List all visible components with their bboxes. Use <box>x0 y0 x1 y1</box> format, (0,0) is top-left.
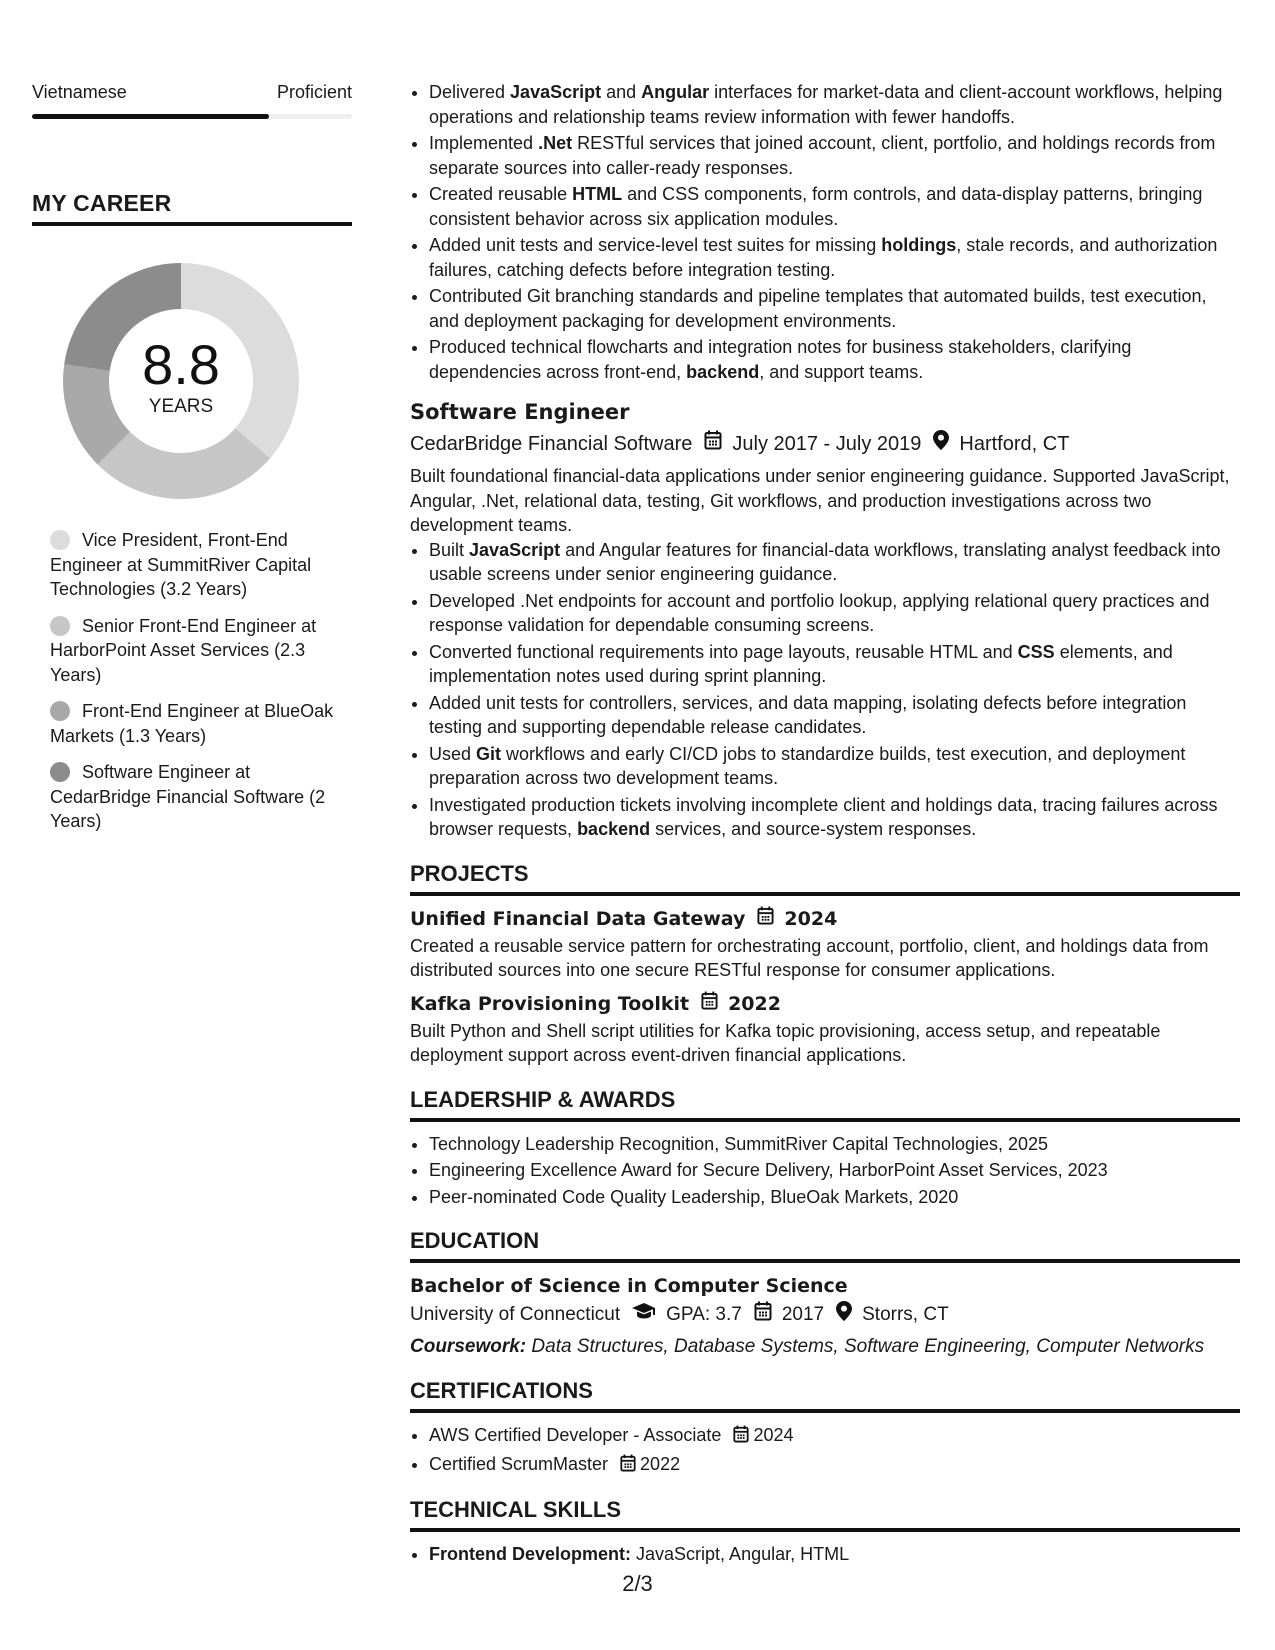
previous-job-bullet-item: • Implemented .Net RESTful services that joined account, client, portfolio, and holdings records from separate sources into caller-ready responses. <box>429 131 1240 180</box>
project-title <box>410 906 1240 932</box>
education-year: 2017 <box>781 1304 825 1325</box>
skill-label: Frontend Development: <box>429 1544 632 1564</box>
certification-name: AWS Certified Developer - Associate <box>429 1425 722 1445</box>
language-level-bar <box>32 114 352 119</box>
legend-item <box>50 614 352 688</box>
job-dates: July 2017 - July 2019 <box>732 433 922 455</box>
language-level-fill <box>32 114 269 119</box>
main-content <box>410 80 1240 1569</box>
education-gpa: GPA: 3.7 <box>666 1304 742 1325</box>
projects-section-title: PROJECTS <box>410 860 529 886</box>
education-coursework <box>410 1335 1240 1359</box>
skills-section-rule <box>410 1528 1240 1532</box>
certification-year: 2022 <box>640 1453 681 1474</box>
job-bullet-item: • Built JavaScript and Angular features for financial-data workflows, translating analyst feedback into usable screens under senior engineering guidance. <box>429 538 1240 587</box>
leadership-list <box>410 1132 1240 1210</box>
career-legend <box>32 528 352 834</box>
legend-label: Senior Front-End Engineer at HarborPoint Asset Services (2.3 Years) <box>50 615 317 685</box>
job-bullet-item: • Added unit tests for controllers, services, and data mapping, isolating defects before integration testing and supporting dependable release candidates. <box>429 691 1240 740</box>
job-bullets <box>410 538 1240 842</box>
project-name: Unified Financial Data Gateway <box>410 907 746 930</box>
legend-item <box>50 760 352 834</box>
sidebar <box>32 80 352 846</box>
legend-dot <box>50 762 70 782</box>
legend-dot <box>50 701 70 721</box>
job-meta <box>410 430 1240 458</box>
award-item: • Engineering Excellence Award for Secure Delivery, HarborPoint Asset Services, 2023 <box>429 1158 1240 1183</box>
legend-label: Front-End Engineer at BlueOak Markets (1.3 Years) <box>50 701 334 746</box>
coursework-list: Data Structures, Database Systems, Software Engineering, Computer Networks <box>531 1336 1205 1357</box>
previous-job-bullet-item: • Delivered JavaScript and Angular interfaces for market-data and client-account workflows, helping operations and relationship teams review information with fewer handoffs. <box>429 80 1240 129</box>
certification-item <box>429 1452 1240 1479</box>
legend-item <box>50 699 352 748</box>
leadership-section-title: LEADERSHIP & AWARDS <box>410 1086 676 1112</box>
career-section-rule <box>32 222 352 226</box>
map-pin-icon <box>933 430 949 458</box>
legend-dot <box>50 616 70 636</box>
calendar-icon <box>620 1454 636 1479</box>
certification-year: 2024 <box>753 1425 794 1445</box>
job-bullet-item: • Converted functional requirements into page layouts, reusable HTML and CSS elements, and implementation notes used during sprint planning. <box>429 640 1240 689</box>
previous-job-bullet-item: • Contributed Git branching standards and pipeline templates that automated builds, test execution, and deployment packaging for development environments. <box>429 284 1240 333</box>
project-title <box>410 991 1240 1017</box>
skills-section-title: TECHNICAL SKILLS <box>410 1497 622 1522</box>
donut-center <box>56 256 306 506</box>
leadership-section-rule <box>410 1118 1240 1122</box>
legend-label: Software Engineer at CedarBridge Financial Software (2 Years) <box>50 762 326 831</box>
page-number: 2/3 <box>622 1571 653 1596</box>
calendar-icon <box>704 430 722 458</box>
project-description: Built Python and Shell script utilities for Kafka topic provisioning, access setup, and repeatable deployment support across event-driven financial applications. <box>410 1020 1161 1065</box>
career-total-years: 8.8 <box>142 333 220 396</box>
job-location: Hartford, CT <box>959 433 1070 455</box>
language-name: Vietnamese <box>32 82 127 102</box>
job-title: Software Engineer <box>410 400 630 424</box>
education-school: University of Connecticut <box>410 1304 621 1325</box>
job-summary: Built foundational financial-data applications under senior engineering guidance. Supported JavaScript, Angular, .Net, relational data, testing, Git workflows, and production investigations across two development teams. <box>410 466 1230 535</box>
language-row <box>32 80 352 104</box>
calendar-icon <box>757 906 774 932</box>
education-degree: Bachelor of Science in Computer Science <box>410 1275 848 1297</box>
job-company: CedarBridge Financial Software <box>410 433 693 455</box>
previous-job-bullets <box>410 80 1240 384</box>
projects-section-rule <box>410 892 1240 896</box>
certifications-section-rule <box>410 1409 1240 1413</box>
legend-label: Vice President, Front-End Engineer at SummitRiver Capital Technologies (3.2 Years) <box>50 530 312 599</box>
projects-list <box>410 906 1240 1068</box>
certifications-list <box>410 1423 1240 1478</box>
education-location: Storrs, CT <box>862 1304 949 1325</box>
previous-job-bullet-item: • Added unit tests and service-level test suites for missing holdings, stale records, and authorization failures, catching defects before integration testing. <box>429 233 1240 282</box>
award-item: • Peer-nominated Code Quality Leadership, BlueOak Markets, 2020 <box>429 1185 1240 1210</box>
career-total-unit: YEARS <box>148 396 214 417</box>
map-pin-icon <box>836 1301 852 1329</box>
job-bullet-item: • Investigated production tickets involving incomplete client and holdings data, tracing failures across browser requests, backend services, and source-system responses. <box>429 793 1240 842</box>
job-bullet-item: • Used Git workflows and early CI/CD jobs to standardize builds, test execution, and deployment preparation across two development teams. <box>429 742 1240 791</box>
certification-name: Certified ScrumMaster <box>429 1453 609 1474</box>
skill-item <box>429 1542 1240 1567</box>
project-description: Created a reusable service pattern for orchestrating account, portfolio, client, and holdings data from distributed sources into one secure RESTful response for consumer applications. <box>410 935 1209 980</box>
education-section-title: EDUCATION <box>410 1228 540 1253</box>
certifications-section-title: CERTIFICATIONS <box>410 1378 593 1403</box>
language-level: Proficient <box>276 82 352 102</box>
previous-job-bullet-item: • Produced technical flowcharts and integration notes for business stakeholders, clarifying dependencies across front-end, backend, and support teams. <box>429 335 1240 384</box>
award-item: • Technology Leadership Recognition, SummitRiver Capital Technologies, 2025 <box>429 1132 1240 1157</box>
career-section-title: MY CAREER <box>32 190 172 216</box>
project-year: 2022 <box>728 992 781 1015</box>
previous-job-bullet-item: • Created reusable HTML and CSS components, form controls, and data-display patterns, bringing consistent behavior across six application modules. <box>429 182 1240 231</box>
project-year: 2024 <box>784 907 838 930</box>
legend-item <box>50 528 352 602</box>
certification-item <box>429 1423 1240 1450</box>
calendar-icon <box>701 991 718 1017</box>
calendar-icon <box>733 1425 749 1450</box>
project-name: Kafka Provisioning Toolkit <box>410 992 690 1015</box>
legend-dot <box>50 530 70 550</box>
coursework-label: Coursework: <box>410 1336 527 1357</box>
education-meta <box>410 1301 1240 1329</box>
job-bullet-item: • Developed .Net endpoints for account and portfolio lookup, applying relational query practices and response validation for dependable consuming screens. <box>429 589 1240 638</box>
skills-list <box>410 1542 1240 1567</box>
graduation-cap-icon <box>632 1302 656 1328</box>
calendar-icon <box>754 1301 772 1329</box>
career-donut-chart <box>56 256 306 506</box>
skill-value: JavaScript, Angular, HTML <box>631 1544 850 1564</box>
education-section-rule <box>410 1259 1240 1263</box>
